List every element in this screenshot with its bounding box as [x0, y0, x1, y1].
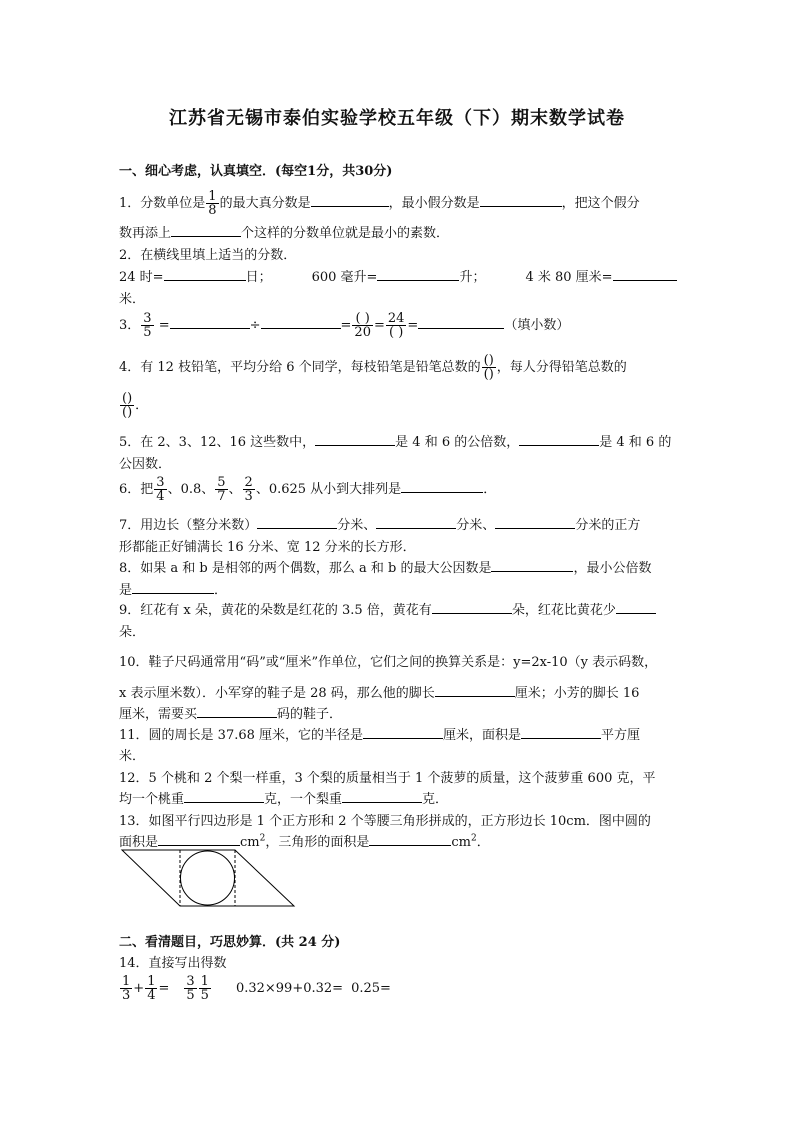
fraction: $\frac{5}{7}$: [217, 475, 226, 504]
parallelogram-outline: [122, 850, 294, 906]
answer-blank[interactable]: [158, 832, 240, 846]
answer-blank[interactable]: [377, 267, 459, 281]
question-8-cont: 是 ．: [119, 579, 227, 598]
answer-blank[interactable]: [418, 315, 504, 329]
fraction: $\frac{3}{4}$: [156, 475, 165, 504]
fraction: $\frac{1}{4}$: [147, 974, 156, 1003]
question-8: 8．如果 a 和 b 是相邻的两个偶数，那么 a 和 b 的最大公因数是 ，最小公倍数: [119, 557, 652, 576]
answer-blank[interactable]: [132, 580, 214, 594]
question-5-cont: 公因数．: [119, 457, 172, 472]
question-10-cont2: 厘米，需要买 码的鞋子．: [119, 703, 342, 722]
question-11-cont: 米．: [119, 749, 146, 764]
answer-blank[interactable]: [164, 267, 246, 281]
fraction: $\frac{1}{3}$: [122, 974, 131, 1003]
section-2-heading: 二、看清题目，巧思妙算．(共 24 分): [119, 935, 341, 950]
question-7-cont: 形都能正好铺满长 16 分米、宽 12 分米的长方形．: [119, 540, 416, 555]
answer-blank[interactable]: [616, 600, 656, 614]
question-4: 4．有 12 枝铅笔，平均分给 6 个同学，每枝铅笔是铅笔总数的 $\frac{()}{()}$ ，每人分得铅笔总数的: [119, 353, 627, 382]
answer-blank[interactable]: [257, 515, 337, 529]
question-2-row: 24 时= 日； 600 毫升= 升； 4 米 80 厘米=: [119, 266, 677, 285]
question-1: 1．分数单位是 $\frac{1}{8}$ 的最大真分数是 ，最小假分数是 ，把这个假分: [119, 189, 640, 218]
answer-blank[interactable]: [376, 515, 456, 529]
answer-blank[interactable]: [261, 315, 341, 329]
fraction: $\frac{24}{( )}$: [387, 311, 405, 340]
answer-blank[interactable]: [519, 432, 599, 446]
question-5: 5．在 2、3、12、16 这些数中， 是 4 和 6 的公倍数， 是 4 和 6 的: [119, 431, 671, 450]
answer-blank[interactable]: [480, 193, 562, 207]
question-13: 13．如图平行四边形是 1 个正方形和 2 个等腰三角形拼成的，正方形边长 10cm．图中圆的: [119, 814, 651, 829]
fraction: $\frac{()}{()}$: [483, 353, 494, 382]
answer-blank[interactable]: [170, 315, 250, 329]
answer-blank[interactable]: [432, 600, 512, 614]
question-10-cont: x 表示厘米数）．小军穿的鞋子是 28 码，那么他的脚长 厘米；小芳的脚长 16: [119, 682, 639, 701]
question-13-cont: 面积是 $cm^2$，三角形的面积是 $cm^2$．: [119, 833, 490, 850]
question-12: 12．5 个桃和 2 个梨一样重，3 个梨的质量相当于 1 个菠萝的质量，这个菠萝重 600 克，平: [119, 771, 656, 786]
question-2: 2．在横线里填上适当的分数．: [119, 248, 297, 263]
question-12-cont: 均一个桃重 克，一个梨重 克．: [119, 788, 448, 807]
page-title: 江苏省无锡市泰伯实验学校五年级（下）期末数学试卷: [169, 108, 625, 129]
answer-blank[interactable]: [491, 558, 573, 572]
answer-blank[interactable]: [171, 223, 241, 237]
inscribed-circle: [181, 851, 235, 905]
question-1-cont: 数再添上 个这样的分数单位就是最小的素数．: [119, 222, 449, 241]
section-1-heading: 一、细心考虑，认真填空．(每空1分，共30分): [119, 164, 393, 179]
fraction: $\frac{( )}{20}$: [354, 311, 371, 340]
fraction: $\frac{1}{8}$: [208, 189, 217, 218]
question-3: 3． $\frac{3}{5}$ = ÷ = $\frac{( )}{20}$ = $\frac{24}{( )}$ = （填小数）: [119, 311, 570, 340]
parallelogram-figure: [118, 848, 298, 908]
fraction: $\frac{3}{5}$: [143, 311, 152, 340]
fraction: $\frac{()}{()}$: [122, 391, 133, 420]
question-14-exprs: $\frac{1}{3}$ + $\frac{1}{4}$ = $\frac{3}{5}$ $\frac{1}{5}$ 0.32×99+0.32= 0.25=: [122, 974, 391, 1003]
answer-blank[interactable]: [184, 789, 264, 803]
question-2-cont: 米．: [119, 292, 146, 307]
question-9: 9．红花有 x 朵，黄花的朵数是红花的 3.5 倍，黄花有 朵，红花比黄花少: [119, 599, 656, 618]
answer-blank[interactable]: [197, 704, 277, 718]
answer-blank[interactable]: [311, 193, 389, 207]
answer-blank[interactable]: [401, 479, 483, 493]
fraction: $\frac{2}{3}$: [244, 475, 253, 504]
fraction: $\frac{1}{5}$: [200, 974, 209, 1003]
answer-blank[interactable]: [521, 725, 601, 739]
question-6: 6．把 $\frac{3}{4}$ 、0.8、 $\frac{5}{7}$ 、 $\frac{2}{3}$ 、0.625 从小到大排列是 ．: [119, 475, 497, 504]
fraction: $\frac{3}{5}$: [186, 974, 195, 1003]
question-10: 10．鞋子尺码通常用“码”或“厘米”作单位，它们之间的换算关系是：y=2x-10（y 表示码数，: [119, 655, 658, 670]
question-11: 11．圆的周长是 37.68 厘米，它的半径是 厘米，面积是 平方厘: [119, 724, 640, 743]
answer-blank[interactable]: [613, 267, 677, 281]
answer-blank[interactable]: [363, 725, 443, 739]
question-4-cont: $\frac{()}{()}$ ．: [122, 391, 149, 420]
answer-blank[interactable]: [435, 683, 515, 697]
question-14: 14．直接写出得数: [119, 956, 227, 971]
question-7: 7．用边长（整分米数） 分米、 分米、 分米的正方: [119, 514, 640, 533]
question-9-cont: 朵．: [119, 625, 146, 640]
answer-blank[interactable]: [369, 832, 451, 846]
answer-blank[interactable]: [495, 515, 575, 529]
answer-blank[interactable]: [315, 432, 395, 446]
answer-blank[interactable]: [342, 789, 422, 803]
